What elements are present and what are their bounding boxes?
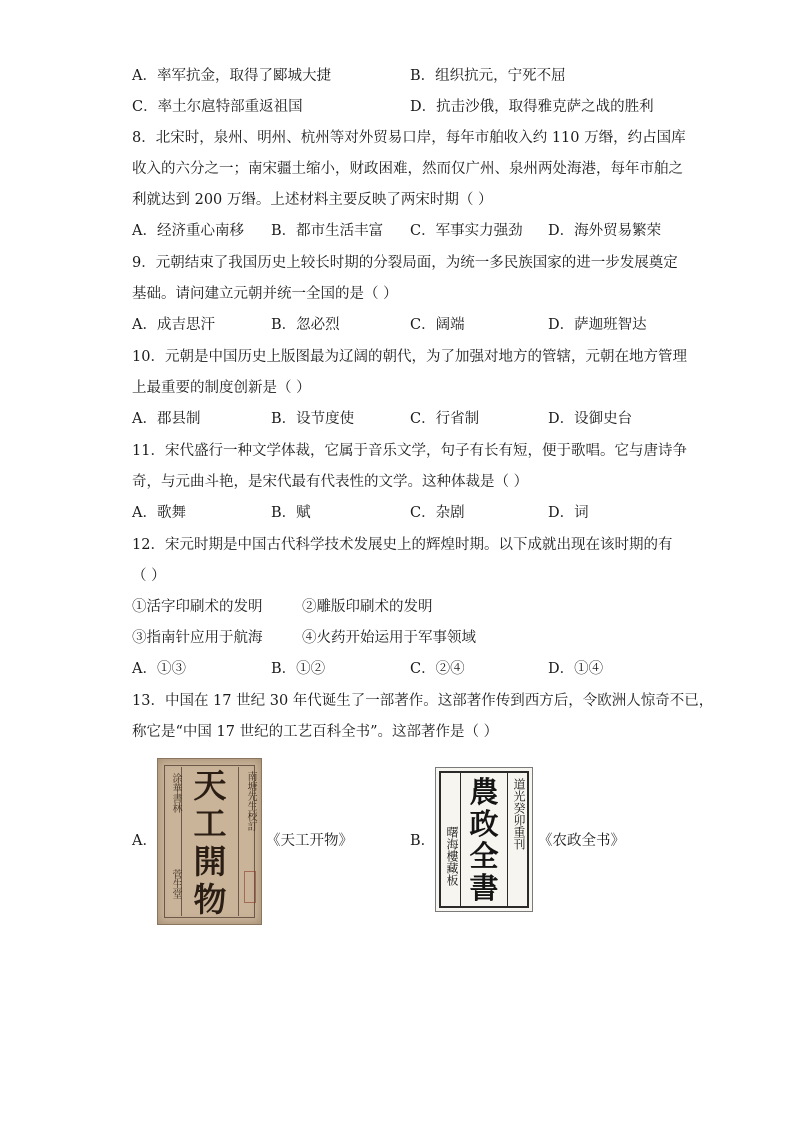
cover-left-text: 涂華書林 <box>170 773 181 813</box>
q12-stem-line: 12．宋元时期是中国古代科学技术发展史上的辉煌时期。以下成就出现在该时期的有 <box>132 537 673 553</box>
q8-option-c: C．军事实力强劲 <box>410 223 523 239</box>
q11-stem-line: 11．宋代盛行一种文学体裁，它属于音乐文学，句子有长有短，便于歌唱。它与唐诗争 <box>132 443 687 459</box>
q12-option-b: B．①② <box>271 661 326 677</box>
q8-option-d: D．海外贸易繁荣 <box>548 223 662 239</box>
q11-option-c: C．杂剧 <box>410 505 465 521</box>
q11-stem-line: 奇，与元曲斗艳，是宋代最有代表性的文学。这种体裁是（ ） <box>132 474 529 490</box>
q10-stem-line: 上最重要的制度创新是（ ） <box>132 380 311 396</box>
q13-option-b-caption: 《农政全书》 <box>538 833 625 849</box>
cover-title: 天工開物 <box>193 766 227 919</box>
cover-right-text: 南塘先生校訂 <box>245 771 256 831</box>
q12-option-c: C．②④ <box>410 661 465 677</box>
q12-option-d: D．①④ <box>548 661 604 677</box>
q11-option-d: D．词 <box>548 505 589 521</box>
q7-option-a: A．率军抗金，取得了郾城大捷 <box>132 68 331 84</box>
q11-option-b: B．赋 <box>271 505 311 521</box>
cover-left-text: 曙海樓藏板 <box>445 826 459 886</box>
q8-stem-line: 利就达到 200 万缗。上述材料主要反映了两宋时期（ ） <box>132 192 493 208</box>
q13-stem-line: 13．中国在 17 世纪 30 年代诞生了一部著作。这部著作传到西方后，令欧洲人惊奇不已， <box>132 693 714 709</box>
q13-option-b-letter: B． <box>410 833 436 849</box>
q9-stem-line: 9．元朝结束了我国历史上较长时期的分裂局面，为统一多民族国家的进一步发展奠定 <box>132 255 678 271</box>
q13-option-a-letter: A． <box>132 833 157 849</box>
q9-option-d: D．萨迦班智达 <box>548 317 647 333</box>
nongzheng-quanshu-cover-image <box>435 767 533 912</box>
q9-stem-line: 基础。请问建立元朝并统一全国的是（ ） <box>132 286 398 302</box>
q7-option-c: C．率土尔扈特部重返祖国 <box>132 99 303 115</box>
q12-item-3: ③指南针应用于航海 <box>132 630 263 646</box>
q12-item-2: ②雕版印刷术的发明 <box>302 599 433 615</box>
q7-option-d: D．抗击沙俄，取得雅克萨之战的胜利 <box>410 99 654 115</box>
q12-item-1: ①活字印刷术的发明 <box>132 599 263 615</box>
q13-option-a-caption: 《天工开物》 <box>266 833 353 849</box>
q9-option-a: A．成吉思汗 <box>132 317 215 333</box>
q10-option-c: C．行省制 <box>410 411 480 427</box>
q12-item-4: ④火药开始运用于军事领域 <box>302 630 476 646</box>
q9-option-b: B．忽必烈 <box>271 317 340 333</box>
q8-option-a: A．经济重心南移 <box>132 223 244 239</box>
q7-option-b: B．组织抗元，宁死不屈 <box>410 68 566 84</box>
q8-stem-line: 8．北宋时，泉州、明州、杭州等对外贸易口岸，每年市舶收入约 110 万缗，约占国库 <box>132 130 686 146</box>
q8-option-b: B．都市生活丰富 <box>271 223 384 239</box>
q12-option-a: A．①③ <box>132 661 186 677</box>
q10-option-b: B．设节度使 <box>271 411 355 427</box>
q11-option-a: A．歌舞 <box>132 505 186 521</box>
q8-stem-line: 收入的六分之一；南宋疆土缩小，财政困难，然而仅广州、泉州两处海港，每年市舶之 <box>132 161 683 177</box>
seal-stamp-icon <box>244 871 256 903</box>
cover-right-text: 道光癸卯重刊 <box>512 778 526 850</box>
cover-bottom-text: 菅生堂 <box>170 869 181 899</box>
q10-stem-line: 10．元朝是中国历史上版图最为辽阔的朝代，为了加强对地方的管辖，元朝在地方管理 <box>132 349 687 365</box>
tiangong-kaiwu-cover-image <box>157 758 262 925</box>
q12-stem-line: （ ） <box>132 568 166 584</box>
q10-option-a: A．郡县制 <box>132 411 201 427</box>
q10-option-d: D．设御史台 <box>548 411 633 427</box>
q13-stem-line: 称它是“中国 17 世纪的工艺百科全书”。这部著作是（ ） <box>132 724 499 740</box>
cover-title: 農政全書 <box>469 775 499 905</box>
q9-option-c: C．阔端 <box>410 317 465 333</box>
